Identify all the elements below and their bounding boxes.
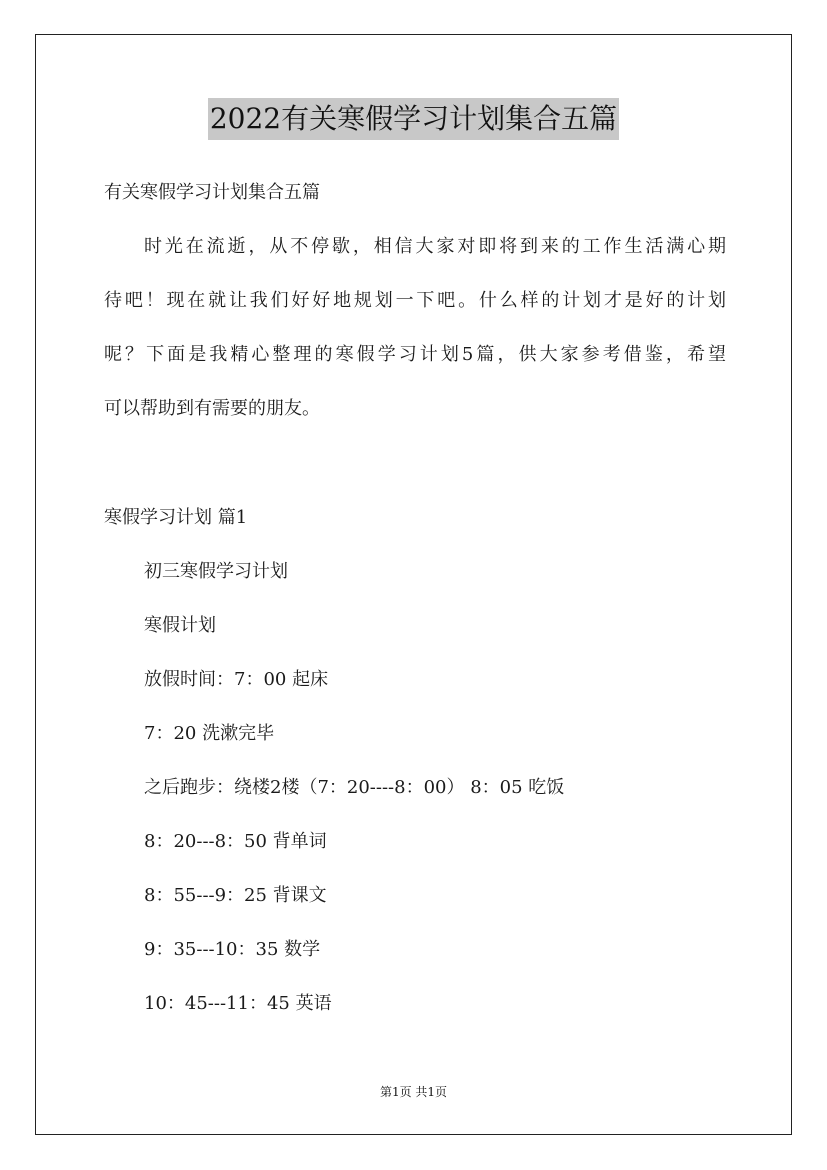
document-subtitle: 有关寒假学习计划集合五篇 — [104, 182, 320, 203]
page-footer: 第1页 共1页 — [379, 1085, 448, 1099]
intro-line-3: 呢？下面是我精心整理的寒假学习计划5篇，供大家参考借鉴，希望 — [104, 344, 726, 365]
schedule-line: 9：35---10：35 数学 — [144, 939, 321, 960]
schedule-line: 7：20 洗漱完毕 — [144, 723, 275, 744]
schedule-line: 8：55---9：25 背课文 — [144, 885, 327, 906]
intro-line-4: 可以帮助到有需要的朋友。 — [104, 398, 320, 419]
schedule-line: 放假时间：7：00 起床 — [144, 669, 329, 690]
document-title: 2022有关寒假学习计划集合五篇 — [208, 98, 619, 140]
schedule-line: 寒假计划 — [144, 615, 216, 636]
intro-line-2: 待吧！现在就让我们好好地规划一下吧。什么样的计划才是好的计划 — [104, 290, 726, 311]
section-heading: 寒假学习计划 篇1 — [104, 507, 248, 528]
schedule-line: 之后跑步：绕楼2楼（7：20----8：00） 8：05 吃饭 — [144, 777, 565, 798]
schedule-line: 初三寒假学习计划 — [144, 561, 288, 582]
schedule-line: 8：20---8：50 背单词 — [144, 831, 327, 852]
intro-line-1: 时光在流逝，从不停歇，相信大家对即将到来的工作生活满心期 — [144, 236, 726, 257]
schedule-line: 10：45---11：45 英语 — [144, 993, 332, 1014]
title-container — [0, 98, 827, 140]
